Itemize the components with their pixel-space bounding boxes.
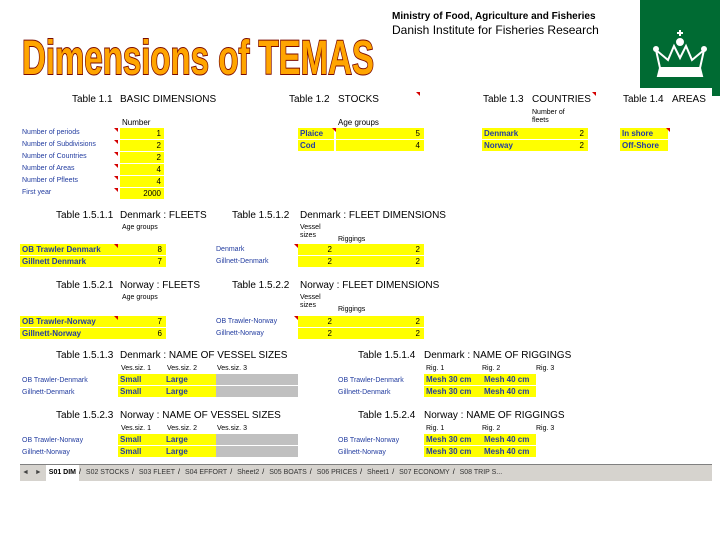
table-1-5-1-1-title: Denmark : FLEETS: [120, 210, 207, 221]
sheet-tab[interactable]: S07 ECONOMY: [399, 469, 450, 476]
presentation-title-text: Dimensions of TEMAS: [22, 32, 374, 85]
table-1-5-2-4-number: Table 1.5.2.4: [358, 410, 416, 421]
t11-row-label: Number of Pfleets: [22, 177, 79, 184]
t1523-empty-cell[interactable]: [216, 434, 298, 445]
t1524-rig-cell[interactable]: Mesh 30 cm: [424, 446, 482, 457]
t1514-col-header: Rig. 2: [482, 365, 501, 372]
comment-marker: [666, 128, 670, 132]
t1513-col-header: Ves.siz. 1: [121, 365, 151, 372]
table-1-1-title: BASIC DIMENSIONS: [120, 94, 217, 105]
t1514-rig-cell[interactable]: Mesh 40 cm: [482, 374, 536, 385]
t1521-col-header: Age groups: [122, 294, 158, 301]
t1523-size-cell[interactable]: Large: [164, 446, 216, 457]
table-1-4-title: AREAS: [672, 94, 706, 105]
t11-row-label: First year: [22, 189, 52, 196]
t14-area-cell[interactable]: In shore: [620, 128, 668, 139]
t13-col-header: Number of fleets: [532, 109, 565, 124]
presentation-title: [18, 30, 378, 85]
t1513-empty-cell[interactable]: [216, 386, 298, 397]
table-1-4-number: Table 1.4: [623, 94, 664, 105]
t1524-col-header: Rig. 1: [426, 425, 445, 432]
t11-value-cell[interactable]: 1: [120, 128, 164, 139]
table-1-5-2-2-title: Norway : FLEET DIMENSIONS: [300, 280, 440, 291]
t1513-col-header: Ves.siz. 3: [217, 365, 247, 372]
t1512-col1-header: Vessel sizes: [300, 224, 321, 239]
t1522-col1-header: Vessel sizes: [300, 294, 321, 309]
table-1-2-title: STOCKS: [338, 94, 379, 105]
t1512-col2-header: Riggings: [338, 236, 366, 243]
table-1-3-number: Table 1.3: [483, 94, 524, 105]
t1513-size-cell[interactable]: Large: [164, 374, 216, 385]
t13-value-cell[interactable]: 2: [530, 128, 588, 139]
t13-value-cell[interactable]: 2: [530, 140, 588, 151]
table-1-1-number: Table 1.1: [72, 94, 113, 105]
t1511-fleet-cell[interactable]: OB Trawler Denmark: [20, 244, 118, 255]
sheet-tab[interactable]: S08 TRIP S...: [459, 469, 503, 476]
t12-value-cell[interactable]: 4: [336, 140, 424, 151]
t11-row-label: Number of Subdivisions: [22, 141, 96, 148]
comment-marker: [114, 316, 118, 320]
t1512-riggings-cell[interactable]: 2: [336, 244, 424, 255]
comment-marker: [114, 140, 118, 144]
t1523-size-cell[interactable]: Small: [118, 434, 164, 445]
t1513-size-cell[interactable]: Small: [118, 386, 164, 397]
t12-value-cell[interactable]: 5: [336, 128, 424, 139]
t12-stock-cell[interactable]: Plaice: [298, 128, 334, 139]
t1521-fleet-cell[interactable]: Gillnett-Norway: [20, 328, 118, 339]
sheet-tab[interactable]: S04 EFFORT: [184, 469, 228, 476]
t1522-sizes-cell[interactable]: 2: [298, 328, 336, 339]
t1511-fleet-cell[interactable]: Gillnett Denmark: [20, 256, 118, 267]
t1514-col-header: Rig. 3: [536, 365, 555, 372]
table-1-5-2-3-number: Table 1.5.2.3: [56, 410, 114, 421]
t1511-value-cell[interactable]: 8: [118, 244, 166, 255]
comment-marker: [114, 188, 118, 192]
t1512-riggings-cell[interactable]: 2: [336, 256, 424, 267]
table-1-5-2-3-title: Norway : NAME OF VESSEL SIZES: [120, 410, 281, 421]
t1514-rig-cell[interactable]: Mesh 40 cm: [482, 386, 536, 397]
t1524-rig-cell[interactable]: Mesh 40 cm: [482, 434, 536, 445]
t1524-row-label: OB Trawler-Norway: [338, 437, 400, 444]
t11-value-cell[interactable]: 2: [120, 152, 164, 163]
t1521-value-cell[interactable]: 6: [118, 328, 166, 339]
t1513-empty-cell[interactable]: [216, 374, 298, 385]
t11-row-label: Number of Areas: [22, 165, 75, 172]
sheet-tab[interactable]: S02 STOCKS: [85, 469, 129, 476]
t1523-col-header: Ves.siz. 1: [121, 425, 151, 432]
table-1-5-2-1-number: Table 1.5.2.1: [56, 280, 114, 291]
t11-row-label: Number of Countries: [22, 153, 87, 160]
t1514-row-label: Gillnett-Denmark: [338, 389, 391, 396]
t1524-row-label: Gillnett-Norway: [338, 449, 386, 456]
table-1-5-1-4-title: Denmark : NAME OF RIGGINGS: [424, 350, 572, 361]
t1521-value-cell[interactable]: 7: [118, 316, 166, 327]
t12-col-header: Age groups: [338, 118, 379, 127]
t1524-rig-cell[interactable]: Mesh 40 cm: [482, 446, 536, 457]
comment-marker: [592, 92, 596, 96]
sheet-tab[interactable]: S01 DIM: [46, 465, 79, 481]
comment-marker: [294, 316, 298, 320]
t11-value-cell[interactable]: 2000: [120, 188, 164, 199]
table-1-5-2-1-title: Norway : FLEETS: [120, 280, 201, 291]
comment-marker: [114, 164, 118, 168]
t1512-sizes-cell[interactable]: 2: [298, 244, 336, 255]
t1522-riggings-cell[interactable]: 2: [336, 316, 424, 327]
institute-name: Danish Institute for Fisheries Research: [392, 23, 599, 37]
t1522-col2-header: Riggings: [338, 306, 366, 313]
t1523-row-label: Gillnett-Norway: [22, 449, 70, 456]
t1512-sizes-cell[interactable]: 2: [298, 256, 336, 267]
t12-stock-cell[interactable]: Cod: [298, 140, 334, 151]
t1514-rig-cell[interactable]: Mesh 30 cm: [424, 386, 482, 397]
t1513-row-label: Gillnett-Denmark: [22, 389, 75, 396]
t1514-rig-cell[interactable]: Mesh 30 cm: [424, 374, 482, 385]
sheet-tab[interactable]: Sheet1: [367, 469, 390, 476]
sheet-tab[interactable]: S06 PRICES: [316, 469, 358, 476]
comment-marker: [114, 176, 118, 180]
t1522-sizes-cell[interactable]: 2: [298, 316, 336, 327]
table-1-5-2-2-number: Table 1.5.2.2: [232, 280, 290, 291]
table-1-2-number: Table 1.2: [289, 94, 330, 105]
t11-value-cell[interactable]: 2: [120, 140, 164, 151]
t11-row-label: Number of periods: [22, 129, 80, 136]
sheet-tab[interactable]: S05 BOATS: [269, 469, 307, 476]
t1522-riggings-cell[interactable]: 2: [336, 328, 424, 339]
table-1-3-title: COUNTRIES: [532, 94, 591, 105]
t1511-value-cell[interactable]: 7: [118, 256, 166, 267]
comment-marker: [416, 92, 420, 96]
t1523-col-header: Ves.siz. 2: [167, 425, 197, 432]
t13-country-cell[interactable]: Denmark: [482, 128, 530, 139]
t1523-row-label: OB Trawler-Norway: [22, 437, 84, 444]
tab-scroll-left-icon[interactable]: ◄: [22, 469, 29, 476]
comment-marker: [114, 152, 118, 156]
table-1-5-1-1-number: Table 1.5.1.1: [56, 210, 114, 221]
table-1-5-1-3-title: Denmark : NAME OF VESSEL SIZES: [120, 350, 288, 361]
comment-marker: [294, 244, 298, 248]
t1514-col-header: Rig. 1: [426, 365, 445, 372]
t1523-empty-cell[interactable]: [216, 446, 298, 457]
t1513-size-cell[interactable]: Small: [118, 374, 164, 385]
t1513-size-cell[interactable]: Large: [164, 386, 216, 397]
table-1-5-2-4-title: Norway : NAME OF RIGGINGS: [424, 410, 565, 421]
sheet-tab-bar: ◄ ► S01 DIM / S02 STOCKS / S03 FLEET / S04 EFFORT / Sheet2 / S05 BOATS / S06 PRICES / Sheet1 / S07 ECONOMY / S08 TRIP S...: [20, 464, 712, 481]
table-1-5-1-2-number: Table 1.5.1.2: [232, 210, 290, 221]
t1521-fleet-cell[interactable]: OB Trawler-Norway: [20, 316, 118, 327]
t1524-rig-cell[interactable]: Mesh 30 cm: [424, 434, 482, 445]
sheet-tab[interactable]: S03 FLEET: [138, 469, 176, 476]
t1523-col-header: Ves.siz. 3: [217, 425, 247, 432]
crown-logo: [640, 0, 720, 96]
table-1-5-1-3-number: Table 1.5.1.3: [56, 350, 114, 361]
t1523-size-cell[interactable]: Large: [164, 434, 216, 445]
t1513-col-header: Ves.siz. 2: [167, 365, 197, 372]
t14-area-cell[interactable]: Off-Shore: [620, 140, 668, 151]
comment-marker: [114, 128, 118, 132]
t1523-size-cell[interactable]: Small: [118, 446, 164, 457]
t1514-row-label: OB Trawler-Denmark: [338, 377, 404, 384]
spreadsheet-grid[interactable]: [20, 88, 712, 480]
t1522-row-label: Gillnett-Norway: [216, 330, 264, 337]
t1511-col-header: Age groups: [122, 224, 158, 231]
t11-value-cell[interactable]: 4: [120, 164, 164, 175]
ministry-name: Ministry of Food, Agriculture and Fisheries: [392, 11, 596, 22]
t1524-col-header: Rig. 2: [482, 425, 501, 432]
tab-scroll-right-icon[interactable]: ►: [34, 469, 42, 476]
sheet-tab[interactable]: Sheet2: [237, 469, 260, 476]
t1522-row-label: OB Trawler-Norway: [216, 318, 278, 325]
t1513-row-label: OB Trawler-Denmark: [22, 377, 88, 384]
t13-country-cell[interactable]: Norway: [482, 140, 530, 151]
comment-marker: [114, 244, 118, 248]
t1524-col-header: Rig. 3: [536, 425, 555, 432]
t1512-row-label: Denmark: [216, 246, 245, 253]
t1512-row-label: Gillnett-Denmark: [216, 258, 269, 265]
t11-col-header: Number: [122, 118, 151, 127]
table-1-5-1-2-title: Denmark : FLEET DIMENSIONS: [300, 210, 446, 221]
comment-marker: [332, 128, 336, 132]
table-1-5-1-4-number: Table 1.5.1.4: [358, 350, 416, 361]
t11-value-cell[interactable]: 4: [120, 176, 164, 187]
crown-icon: [640, 0, 720, 96]
